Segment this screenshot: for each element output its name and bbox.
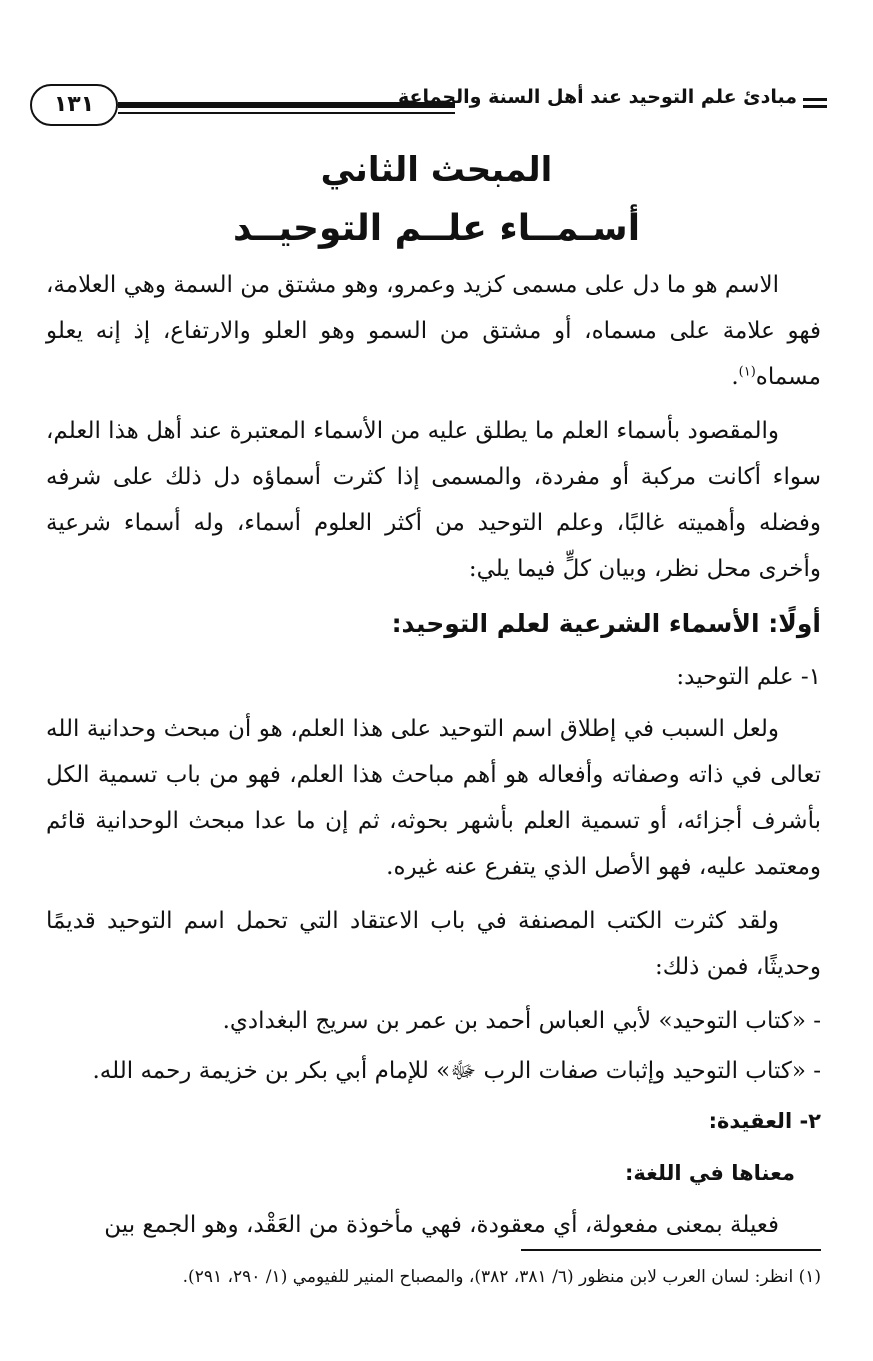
paragraph-tawhid-reason: ولعل السبب في إطلاق اسم التوحيد على هذا العلم، هو أن مبحث وحدانية الله تعالى في ذاته وصفاته وأفعاله هو أهم مباحث هذا العلم، فهو من باب تسمية الكل بأشرف أجزائه، أو تسمية العلم بأشهر بحوثه، ثم إن ما عدا مبحث الوحدانية قائم ومعتمد عليه، فهو الأصل الذي يتفرع عنه غيره. bbox=[46, 716, 821, 880]
section-heading: المبحث الثاني bbox=[320, 150, 553, 190]
paragraph-books: ولقد كثرت الكتب المصنفة في باب الاعتقاد التي تحمل اسم التوحيد قديمًا وحديثًا، فمن ذلك: bbox=[46, 908, 821, 980]
paragraph-names-purpose: والمقصود بأسماء العلم ما يطلق عليه من الأسماء المعتبرة عند أهل هذا العلم، سواء أكانت مركبة أو مفردة، والمسمى إذا كثرت أسماؤه دل ذلك على شرفه وفضله وأهميته غالبًا، وعلم التوحيد من أكثر العلوم أسماء، وله أسماء شرعية وأخرى محل نظر، وبيان كلٍّ فيما يلي: bbox=[46, 418, 821, 582]
list-item: - «كتاب التوحيد» لأبي العباس أحمد بن عمر بن سريج البغدادي. bbox=[222, 1008, 821, 1034]
chapter-title: أسـمــاء علــم التوحيــد bbox=[232, 208, 641, 249]
page-number: ١٣١ bbox=[30, 84, 118, 126]
header-ornament bbox=[803, 105, 827, 108]
footnote: (١) انظر: لسان العرب لابن منظور (٦/ ٣٨١، ٣٨٢)، والمصباح المنير للفيومي (١/ ٢٩٠، ٢٩١). bbox=[182, 1267, 821, 1287]
header-ornament bbox=[803, 98, 827, 101]
footnote-marker[interactable]: (١) bbox=[738, 364, 756, 380]
body-text bbox=[46, 262, 821, 1256]
subheading-sharia-names: أولًا: الأسماء الشرعية لعلم التوحيد: bbox=[391, 609, 821, 638]
footnote-rule bbox=[521, 1249, 821, 1251]
header-rule-thin bbox=[118, 112, 455, 114]
subheading-ilm-tawhid: ١- علم التوحيد: bbox=[676, 664, 821, 690]
subheading-linguistic-meaning: معناها في اللغة: bbox=[624, 1161, 795, 1185]
running-title: مبادئ علم التوحيد عند أهل السنة والجماعة bbox=[397, 86, 797, 108]
paragraph-name-definition: الاسم هو ما دل على مسمى كزيد وعمرو، وهو مشتق من السمة وهي العلامة، فهو علامة على مسماه، أو مشتق من السمو وهو العلو والارتفاع، إذ إنه يعلو مسماه$^{(١)}$. bbox=[46, 272, 821, 390]
list-item: - «كتاب التوحيد وإثبات صفات الرب ﷻ» للإمام أبي بكر بن خزيمة رحمه الله. bbox=[92, 1058, 821, 1084]
running-header bbox=[30, 84, 827, 128]
paragraph-linguistic: فعيلة بمعنى مفعولة، أي معقودة، فهي مأخوذة من العَقْد، وهو الجمع بين bbox=[104, 1212, 779, 1238]
subheading-aqeedah: ٢- العقيدة: bbox=[708, 1109, 821, 1133]
